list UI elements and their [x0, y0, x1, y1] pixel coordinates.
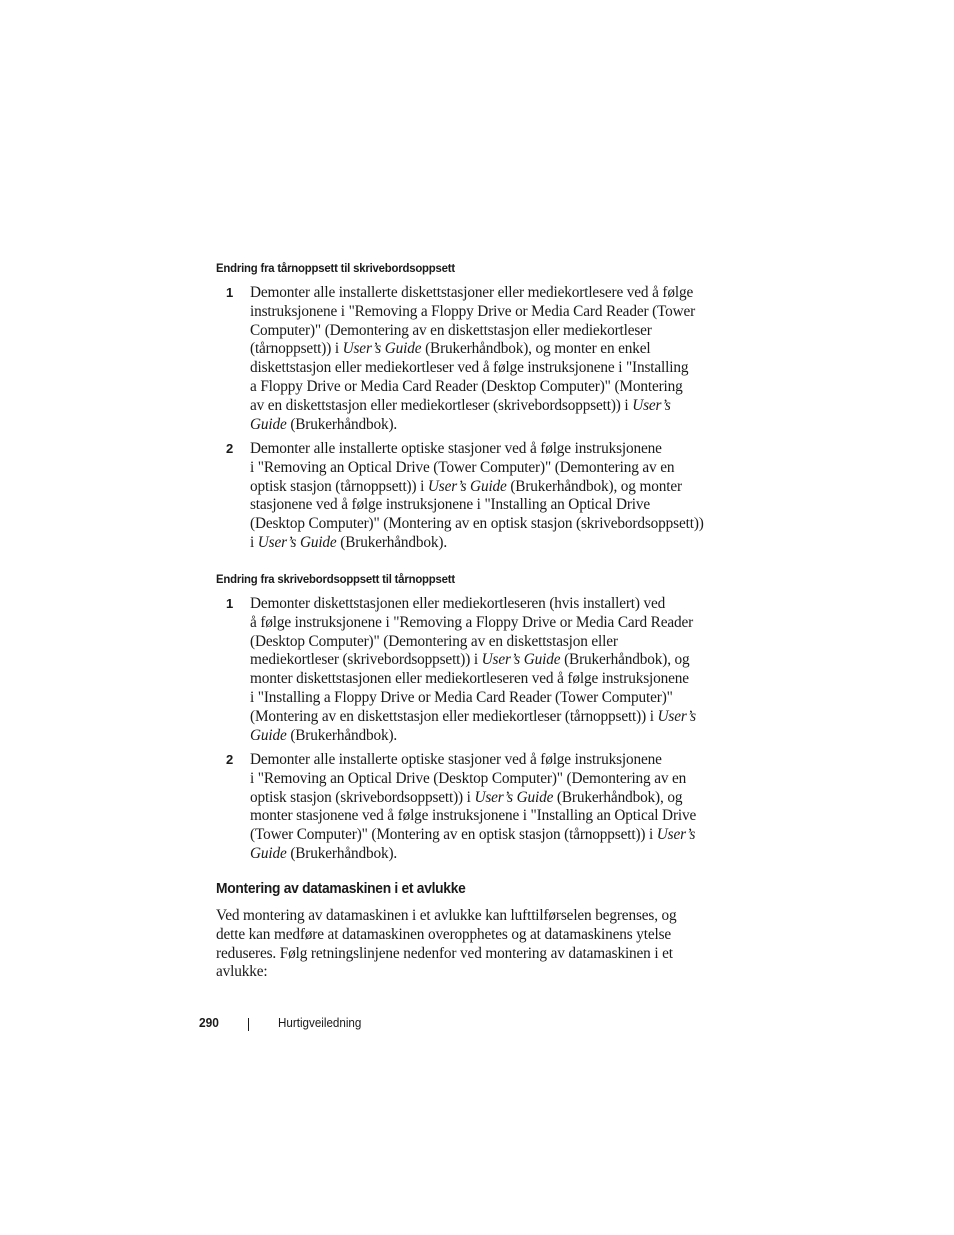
text-line: a Floppy Drive or Media Card Reader (Desktop Computer)" (Montering: [250, 377, 683, 395]
text-line: Demonter alle installerte diskettstasjoner eller mediekortlesere ved å følge: [250, 284, 694, 301]
text-line: avlukke:: [216, 963, 268, 981]
text-line: optisk stasjon (tårnoppsett)) i User’s Guide (Brukerhåndbok), og monter: [250, 477, 682, 495]
text-line: Demonter alle installerte optiske stasjoner ved å følge instruksjonene: [250, 751, 662, 768]
text-line: Guide (Brukerhåndbok).: [250, 844, 398, 862]
text-line: å følge instruksjonene i "Removing a Floppy Drive or Media Card Reader: [250, 613, 694, 631]
text-line: Demonter diskettstasjonen eller mediekortleseren (hvis installert) ved: [250, 595, 666, 612]
text-line: monter stasjonene ved å følge instruksjonene i "Installing an Optical Drive: [250, 807, 697, 825]
text-line: monter diskettstasjonen eller mediekortleseren ved å følge instruksjonene: [250, 670, 689, 688]
text-line: i User’s Guide (Brukerhåndbok).: [250, 533, 448, 551]
text-line: Guide (Brukerhåndbok).: [250, 726, 398, 744]
list-item-number: 2: [226, 752, 234, 767]
text-line: Computer)" (Demontering av en diskettstasjon eller mediekortleser: [250, 321, 652, 339]
text-line: Demonter alle installerte optiske stasjoner ved å følge instruksjonene: [250, 440, 662, 457]
list-item: [216, 751, 716, 864]
list-item: [216, 284, 716, 434]
text-line: diskettstasjon eller mediekortleser ved å følge instruksjonene i "Installing: [250, 359, 689, 377]
text-line: Ved montering av datamaskinen i et avlukke kan lufttilførselen begrenses, og: [216, 907, 677, 924]
body-paragraph: [216, 907, 716, 982]
section-heading: Montering av datamaskinen i et avlukke: [216, 880, 466, 897]
text-line: mediekortleser (skrivebordsoppsett)) i User’s Guide (Brukerhåndbok), og: [250, 651, 690, 669]
subheading-desktop-to-tower: Endring fra skrivebordsoppsett til tårnoppsett: [216, 572, 455, 586]
text-line: dette kan medføre at datamaskinen overopphetes og at datamaskinens ytelse: [216, 925, 672, 943]
list-item-text: [250, 284, 716, 434]
text-line: Guide (Brukerhåndbok).: [250, 415, 398, 433]
text-line: av en diskettstasjon eller mediekortleser (skrivebordsoppsett)) i User’s: [250, 396, 671, 414]
text-line: (Tower Computer)" (Montering av en optisk stasjon (tårnoppsett)) i User’s: [250, 826, 696, 844]
page-footer: [0, 1015, 954, 1035]
text-line: (Desktop Computer)" (Montering av en optisk stasjon (skrivebordsoppsett)): [250, 515, 704, 533]
text-line: (Desktop Computer)" (Demontering av en diskettstasjon eller: [250, 632, 618, 650]
text-line: i "Removing an Optical Drive (Desktop Computer)" (Demontering av en: [250, 769, 687, 787]
list-item-text: [250, 751, 716, 864]
list-item: [216, 595, 716, 745]
list-item-text: [250, 440, 716, 553]
list-item-number: 1: [226, 285, 234, 300]
list-item-text: [250, 595, 716, 745]
text-line: reduseres. Følg retningslinjene nedenfor ved montering av datamaskinen i et: [216, 944, 673, 962]
text-line: (Montering av en diskettstasjon eller mediekortleser (tårnoppsett)) i User’s: [250, 707, 696, 725]
page-number: 290: [199, 1015, 219, 1030]
list-item-number: 2: [226, 441, 234, 456]
text-line: i "Installing a Floppy Drive or Media Card Reader (Tower Computer)": [250, 688, 673, 706]
text-line: (tårnoppsett)) i User’s Guide (Brukerhåndbok), og monter en enkel: [250, 340, 651, 358]
footer-separator: [248, 1018, 249, 1031]
text-line: stasjonene ved å følge instruksjonene i "Installing an Optical Drive: [250, 496, 651, 514]
footer-title: Hurtigveiledning: [278, 1016, 362, 1030]
text-line: optisk stasjon (skrivebordsoppsett)) i User’s Guide (Brukerhåndbok), og: [250, 788, 683, 806]
text-line: instruksjonene i "Removing a Floppy Drive or Media Card Reader (Tower: [250, 302, 696, 320]
subheading-tower-to-desktop: Endring fra tårnoppsett til skrivebordsoppsett: [216, 261, 455, 275]
list-item-number: 1: [226, 596, 234, 611]
text-line: i "Removing an Optical Drive (Tower Computer)" (Demontering av en: [250, 458, 675, 476]
list-item: [216, 440, 716, 553]
